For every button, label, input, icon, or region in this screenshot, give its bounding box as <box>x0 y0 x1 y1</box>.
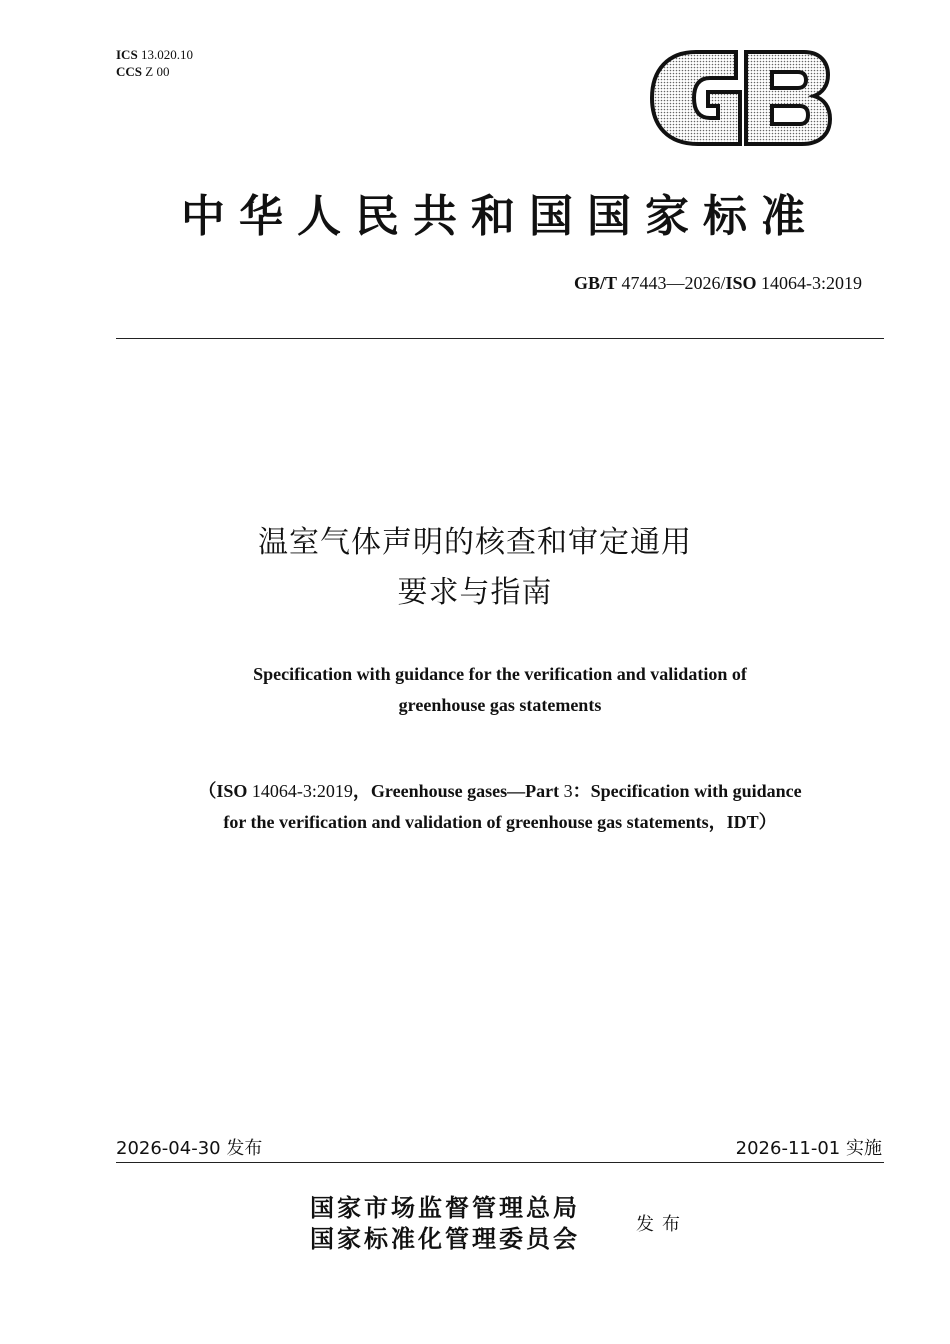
gb-logo <box>648 48 834 148</box>
ics-code: ICS 13.020.10 <box>116 47 193 62</box>
issue-date: 2026-04-30 发布 <box>116 1138 263 1159</box>
issuing-authorities <box>310 1192 580 1254</box>
header-divider <box>116 338 884 339</box>
chinese-title <box>0 518 950 618</box>
iso-reference <box>0 776 950 838</box>
ccs-code: CCS Z 00 <box>116 64 170 79</box>
iso-reference-line-2: for the verification and validation of greenhouse gas statements，IDT） <box>223 812 777 832</box>
implementation-date: 2026-11-01 实施 <box>735 1138 882 1159</box>
issuer-sac: 国家标准化管理委员会 <box>310 1224 580 1253</box>
english-title-line-2: greenhouse gas statements <box>398 695 602 715</box>
iso-number: 14064-3:2019 <box>761 273 862 293</box>
iso-label: ISO <box>725 273 757 293</box>
publish-label: 发布 <box>636 1214 688 1235</box>
chinese-title-line-2: 要求与指南 <box>397 575 553 610</box>
national-standard-heading: 中华人民共和国国家标准 <box>181 191 819 242</box>
english-title <box>0 659 950 721</box>
classification-codes <box>116 46 193 80</box>
chinese-title-line-1: 温室气体声明的核查和审定通用 <box>258 525 692 560</box>
english-title-line-1: Specification with guidance for the verification and validation of <box>253 664 747 684</box>
footer-divider <box>116 1162 884 1163</box>
issuer-samr: 国家市场监督管理总局 <box>310 1193 580 1222</box>
standard-code: 47443—2026/ <box>621 273 726 293</box>
standard-prefix: GB/T <box>573 273 617 293</box>
standard-number <box>574 273 862 294</box>
iso-reference-line-1: （ISO 14064-3:2019，Greenhouse gases—Part 3：Specification with guidance <box>198 781 802 801</box>
